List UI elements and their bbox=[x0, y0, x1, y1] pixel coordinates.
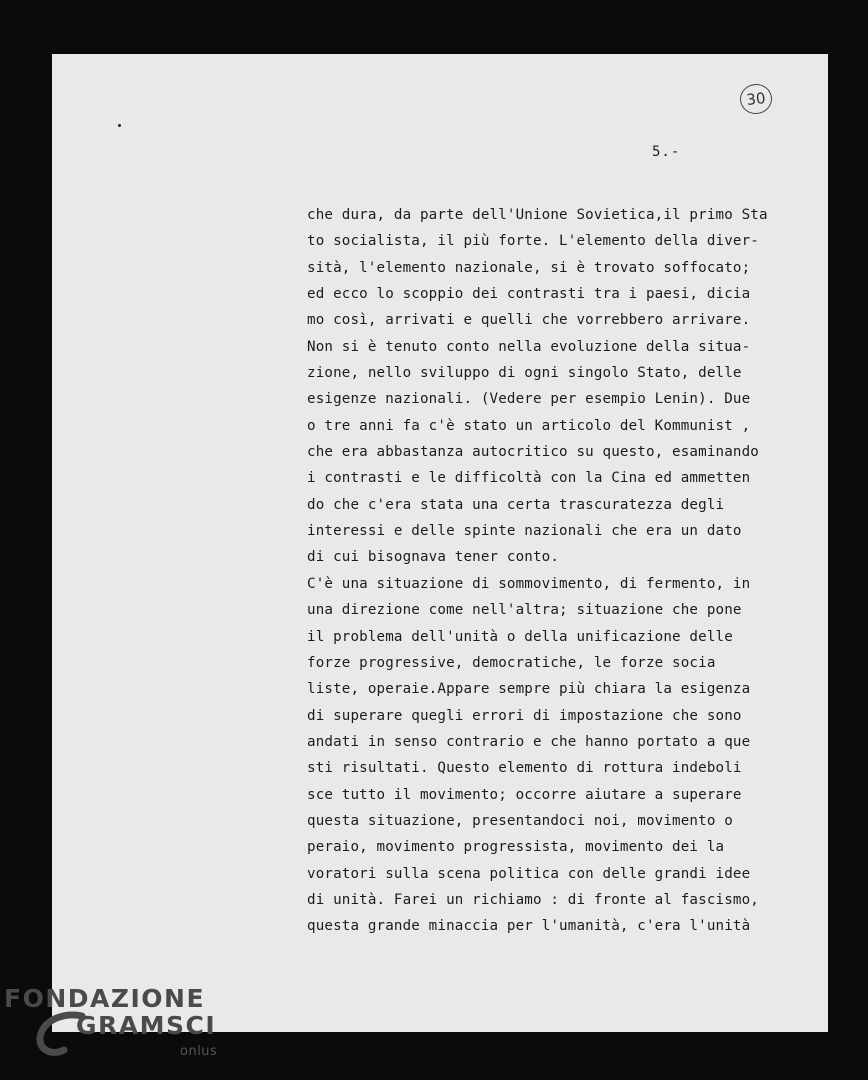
text-line: di cui bisognava tener conto. bbox=[307, 549, 560, 566]
page-number: 5.- bbox=[652, 144, 681, 160]
text-line: andati in senso contrario e che hanno portato a que bbox=[307, 733, 751, 750]
text-line: Non si è tenuto conto nella evoluzione della situa- bbox=[307, 338, 751, 355]
watermark-line3: onlus bbox=[180, 1044, 218, 1059]
text-line: di unità. Farei un richiamo : di fronte al fascismo, bbox=[307, 891, 759, 908]
archive-number: 30 bbox=[745, 89, 767, 109]
text-line: voratori sulla scena politica con delle grandi idee bbox=[307, 865, 751, 882]
text-line: liste, operaie.Appare sempre più chiara la esigenza bbox=[307, 681, 751, 698]
text-line: di superare quegli errori di impostazione che sono bbox=[307, 707, 742, 724]
watermark-line2: GRAMSCI bbox=[76, 1011, 217, 1040]
text-line: do che c'era stata una certa trascuratezza degli bbox=[307, 496, 725, 513]
text-line: una direzione come nell'altra; situazione che pone bbox=[307, 602, 742, 619]
text-line: il problema dell'unità o della unificazione delle bbox=[307, 628, 733, 645]
text-line: i contrasti e le difficoltà con la Cina ed ammetten bbox=[307, 470, 751, 487]
text-line: esigenze nazionali. (Vedere per esempio Lenin). Due bbox=[307, 391, 751, 408]
text-line: questa grande minaccia per l'umanità, c'era l'unità bbox=[307, 918, 751, 935]
watermark-line1: FONDAZIONE bbox=[4, 984, 206, 1013]
text-line: che dura, da parte dell'Unione Sovietica,il primo Sta bbox=[307, 207, 768, 223]
paper-mark bbox=[118, 124, 121, 127]
text-line: to socialista, il più forte. L'elemento della diver- bbox=[307, 233, 759, 250]
text-line: sti risultati. Questo elemento di rottura indeboli bbox=[307, 760, 742, 777]
text-line: ed ecco lo scoppio dei contrasti tra i paesi, dicia bbox=[307, 286, 751, 303]
text-line: o tre anni fa c'è stato un articolo del Kommunist , bbox=[307, 417, 751, 434]
text-line: che era abbastanza autocritico su questo, esaminando bbox=[307, 444, 759, 461]
text-line: sce tutto il movimento; occorre aiutare a superare bbox=[307, 786, 742, 803]
typewritten-text bbox=[307, 202, 787, 940]
text-line: sità, l'elemento nazionale, si è trovato soffocato; bbox=[307, 259, 751, 276]
fondazione-gramsci-watermark bbox=[4, 984, 224, 1074]
text-line: questa situazione, presentandoci noi, movimento o bbox=[307, 812, 733, 829]
text-line: zione, nello sviluppo di ogni singolo Stato, delle bbox=[307, 365, 742, 382]
text-line: forze progressive, democratiche, le forze socia bbox=[307, 654, 716, 671]
text-line: peraio, movimento progressista, movimento dei la bbox=[307, 839, 725, 856]
text-line: interessi e delle spinte nazionali che era un dato bbox=[307, 523, 742, 540]
text-line: mo così, arrivati e quelli che vorrebbero arrivare. bbox=[307, 312, 751, 329]
text-line: C'è una situazione di sommovimento, di fermento, in bbox=[307, 575, 751, 592]
